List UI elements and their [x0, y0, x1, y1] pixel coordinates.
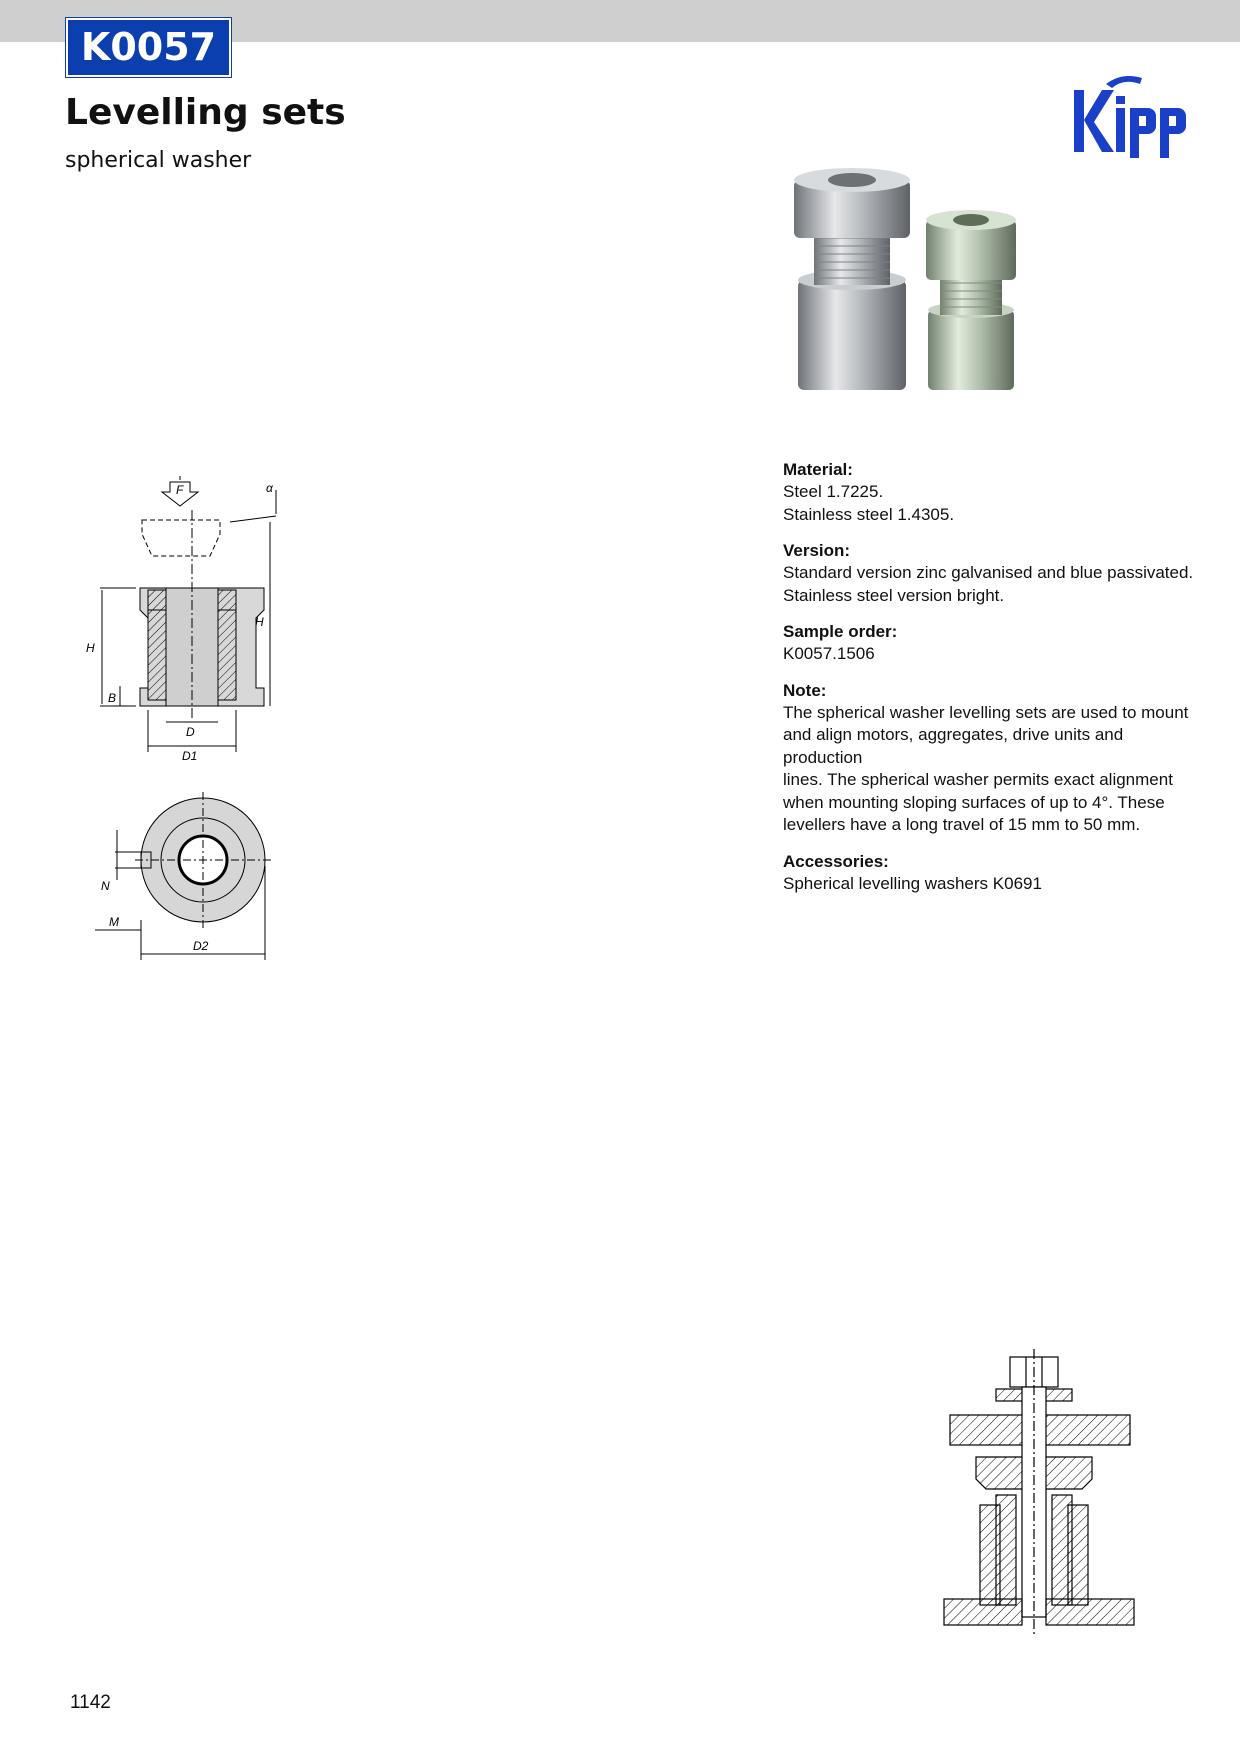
kipp-logo: [1072, 74, 1188, 160]
n-label: N: [101, 879, 110, 893]
sample-order-title: Sample order:: [783, 622, 898, 641]
section-drawing: [80, 470, 280, 770]
version-title: Version:: [783, 541, 851, 560]
material-section: [783, 459, 1203, 526]
accessories-section: [783, 851, 1203, 896]
material-title: Material:: [783, 460, 853, 479]
product-photo: [780, 160, 1030, 400]
note-line: levellers have a long travel of 15 mm to 50 mm.: [783, 815, 1141, 834]
page-title: Levelling sets: [65, 92, 346, 133]
version-line: Stainless steel version bright.: [783, 585, 1005, 605]
accessories-line: Spherical levelling washers K0691: [783, 873, 1042, 893]
material-line: Stainless steel 1.4305.: [783, 504, 955, 524]
d2-label: D2: [193, 939, 209, 953]
note-line: when mounting sloping surfaces of up to 4°. These: [783, 792, 1165, 812]
material-line: Steel 1.7225.: [783, 482, 884, 501]
version-section: [783, 540, 1203, 607]
note-line: The spherical washer levelling sets are used to mount: [783, 702, 1189, 722]
note-line: lines. The spherical washer permits exact alignment: [783, 770, 1173, 789]
sample-order-line: K0057.1506: [783, 644, 875, 663]
top-view-drawing: [95, 780, 280, 970]
version-line: Standard version zinc galvanised and blue passivated.: [783, 563, 1194, 582]
accessories-title: Accessories:: [783, 851, 889, 871]
page-subtitle: spherical washer: [65, 148, 252, 173]
sample-order-section: [783, 621, 1203, 666]
b-label: B: [108, 691, 117, 705]
angle-label: α: [266, 481, 273, 495]
note-line: and align motors, aggregates, drive units and production: [783, 725, 1124, 767]
product-code-badge: K0057: [66, 18, 231, 77]
height-left-label: H: [86, 641, 95, 655]
mounting-drawing: [940, 1345, 1140, 1645]
note-title: Note:: [783, 680, 827, 700]
d-label: D: [186, 725, 195, 739]
product-info: [783, 459, 1203, 909]
page-number: 1142: [70, 1692, 111, 1713]
force-label: F: [176, 483, 184, 497]
note-section: [783, 680, 1203, 837]
d1-label: D1: [182, 749, 198, 763]
m-label: M: [109, 915, 119, 929]
height-right-label: H: [255, 615, 264, 629]
